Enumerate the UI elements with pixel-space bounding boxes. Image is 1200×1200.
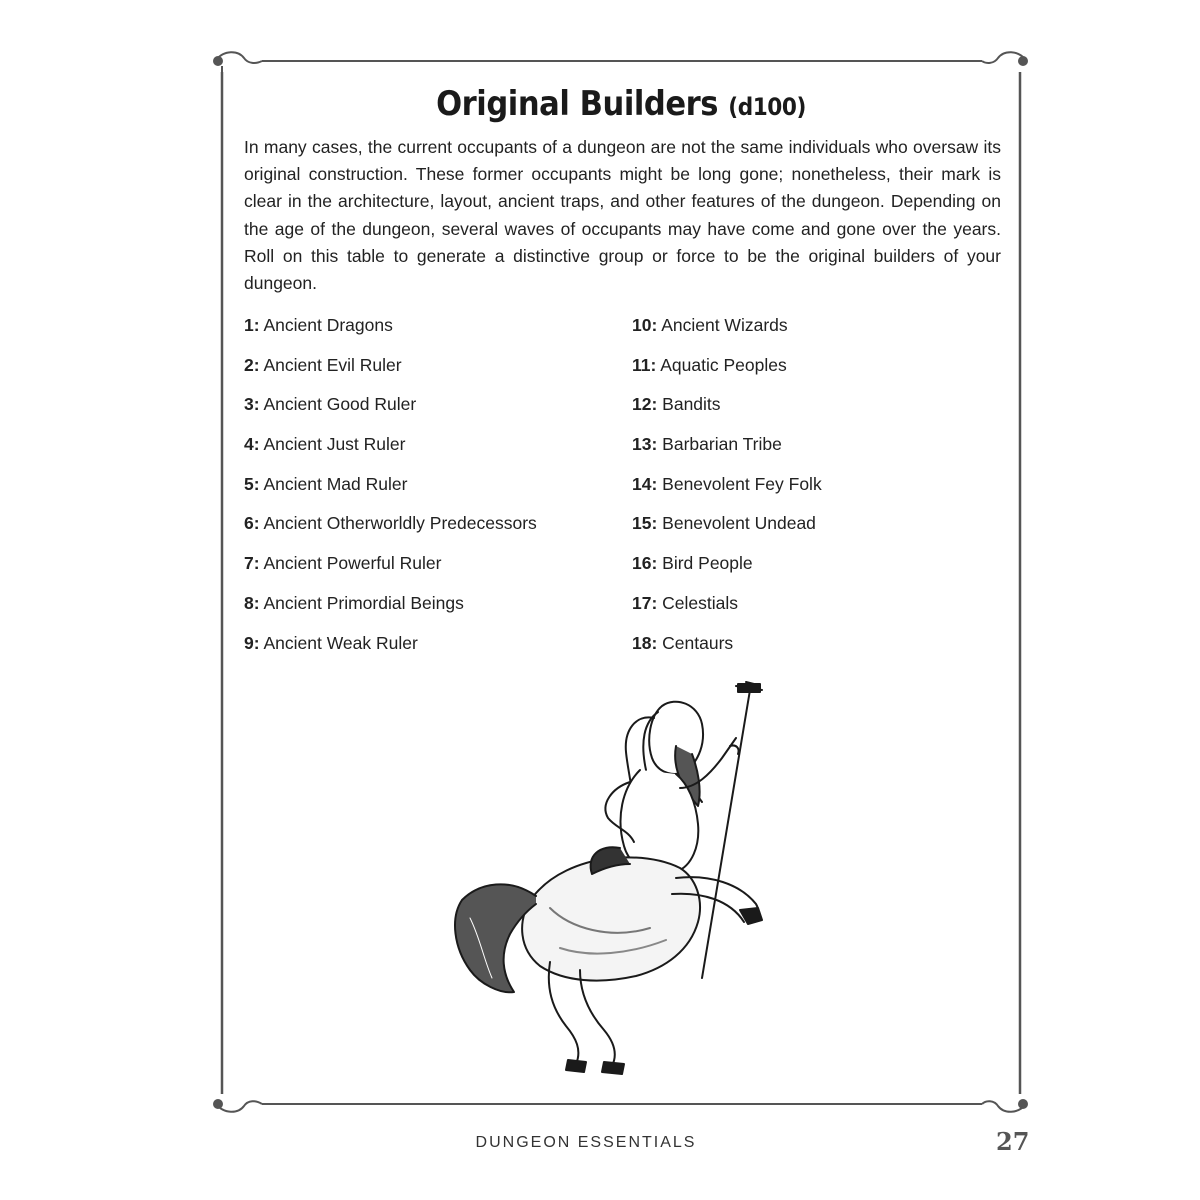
page-title [262,84,980,124]
table-entry: 14: Benevolent Fey Folk [632,473,822,494]
table-entry: 18: Centaurs [632,632,734,653]
table-entry: 3: Ancient Good Ruler [244,394,417,415]
title-dice: (d100) [728,93,806,121]
table-entry: 8: Ancient Primordial Beings [244,592,464,613]
table-column-right [632,313,822,670]
page-number: 27 [996,1127,1030,1156]
table-entry: 12: Bandits [632,394,721,415]
table-entry: 13: Barbarian Tribe [632,434,782,455]
corner-ornament-top-left [214,52,262,74]
title-text: Original Builders [436,84,719,124]
table-entry: 1: Ancient Dragons [244,315,393,335]
table-entry: 16: Bird People [632,553,753,574]
corner-ornament-bottom-right [982,1100,1027,1112]
staff-shaft [702,690,750,978]
table-entry: 4: Ancient Just Ruler [244,434,406,455]
table-entry: 15: Benevolent Undead [632,513,816,534]
corner-ornament-bottom-left [214,1100,262,1112]
table-entry: 11: Aquatic Peoples [632,354,787,375]
table-entry: 5: Ancient Mad Ruler [244,473,408,494]
footer-book-title: DUNGEON ESSENTIALS [475,1134,697,1151]
corner-ornament-top-right [982,52,1027,65]
intro-paragraph: In many cases, the current occupants of a dungeon are not the same individuals who oversaw its original construction. These former occupants might be long gone; nonetheless, their mark is clear in the architecture, layout, ancient traps, and other features of the dungeon. Depending on the age of the dungeon, several waves of occupants may have come and gone over the years. Roll on this table to generate a distinctive group or force to be the original builders of your dungeon. [244,137,1001,294]
table-entry: 17: Celestials [632,592,739,613]
table-entry: 10: Ancient Wizards [632,315,788,335]
table-column-left [244,313,537,670]
centaur-illustration [440,678,800,1078]
table-entry: 7: Ancient Powerful Ruler [244,553,442,574]
table-entry: 2: Ancient Evil Ruler [244,354,402,375]
table-entry: 6: Ancient Otherworldly Predecessors [244,513,537,534]
table-entry: 9: Ancient Weak Ruler [244,632,418,653]
